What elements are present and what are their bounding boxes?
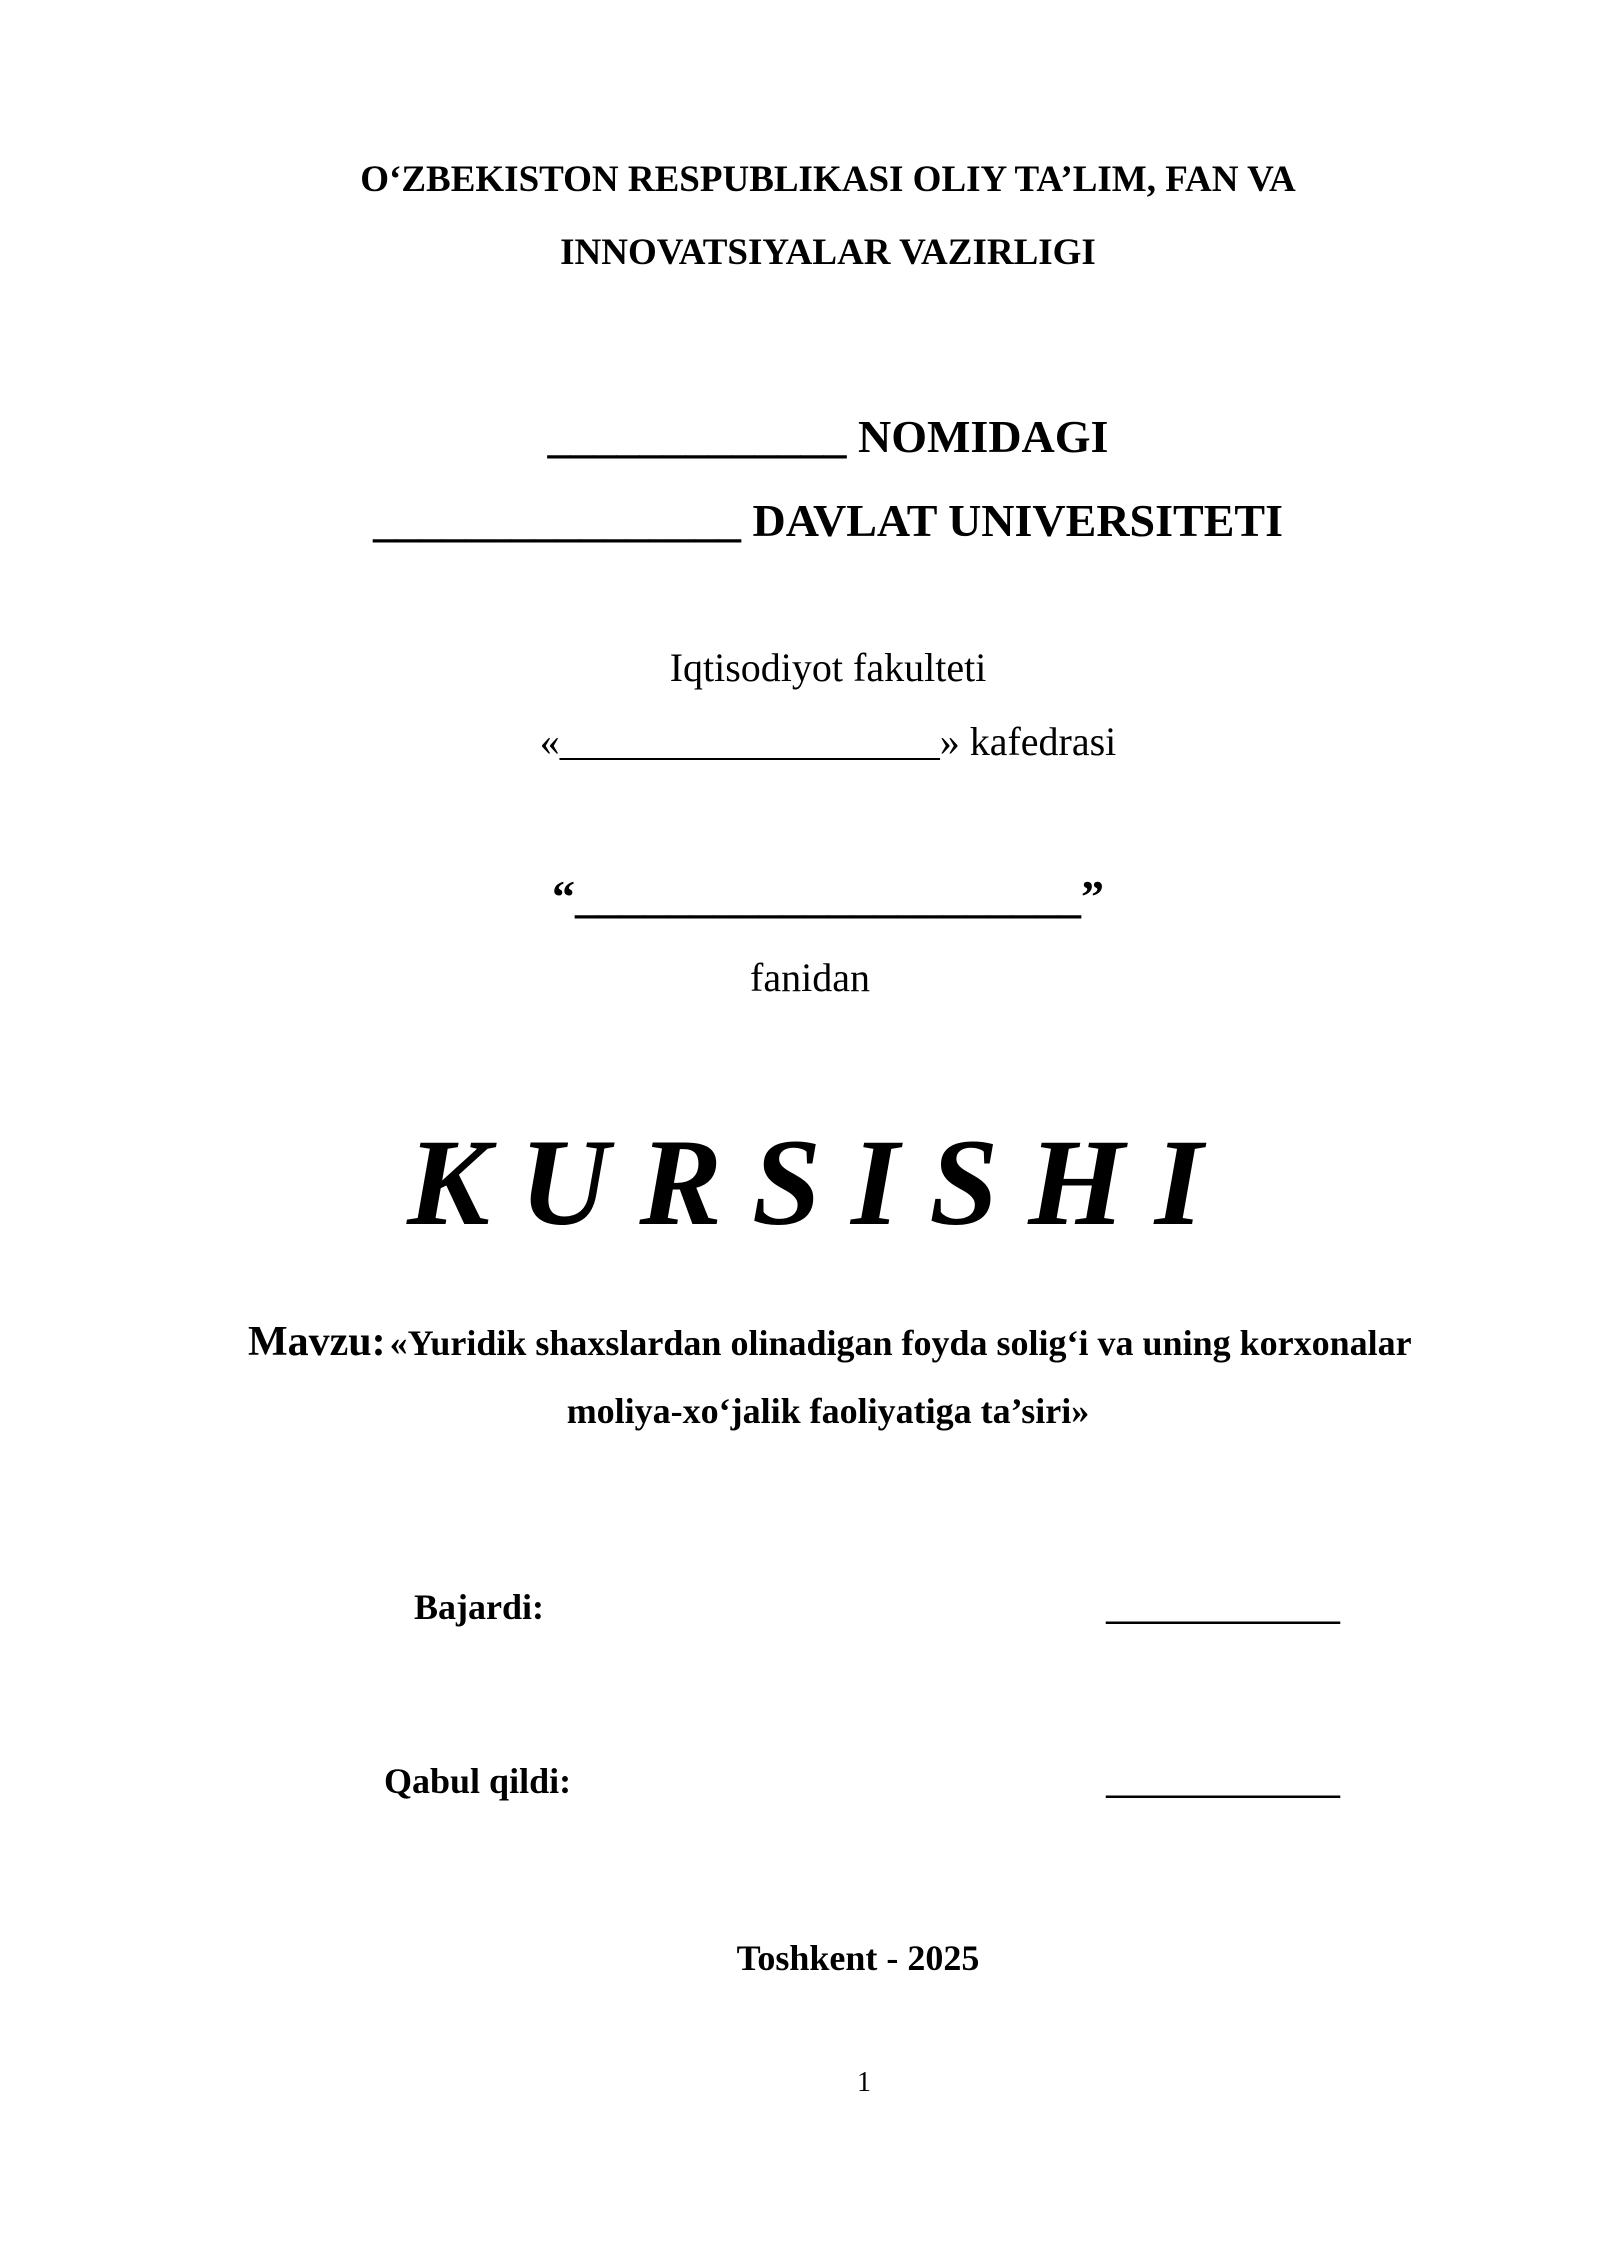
accepted-by-label: Qabul qildi: [384,1761,572,1801]
document-title: KURSISHI [407,1114,1233,1251]
university-name-line-1: _____________ NOMIDAGI [547,411,1109,462]
page-number: 1 [857,2067,871,2098]
faculty-name: Iqtisodiyot fakulteti [669,645,987,690]
department-name: «___________________» kafedrasi [539,719,1117,764]
university-name-line-2: ________________ DAVLAT UNIVERSITETI [373,495,1283,546]
performed-by-label: Bajardi: [414,1587,544,1627]
topic-text-line-1: «Yuridik shaxslardan olinadigan foyda solig‘i va uning korxonalar [389,1323,1412,1363]
topic-text-line-2: moliya-xo‘jalik faoliyatiga ta’siri» [566,1391,1090,1431]
ministry-title-line-2: INNOVATSIYALAR VAZIRLIGI [560,232,1096,273]
subject-blank: “______________________” [552,871,1104,922]
topic-label: Mavzu: [248,1319,386,1365]
accepted-by-signature-line: _____________ [1106,1761,1340,1801]
topic-line-1 [248,1318,1412,1366]
city-and-year: Toshkent - 2025 [736,1938,980,1978]
ministry-title-line-1: O‘ZBEKISTON RESPUBLIKASI OLIY TA’LIM, FAN VA [360,159,1296,200]
subject-suffix: fanidan [750,955,870,1000]
performed-by-signature-line: _____________ [1106,1587,1340,1627]
